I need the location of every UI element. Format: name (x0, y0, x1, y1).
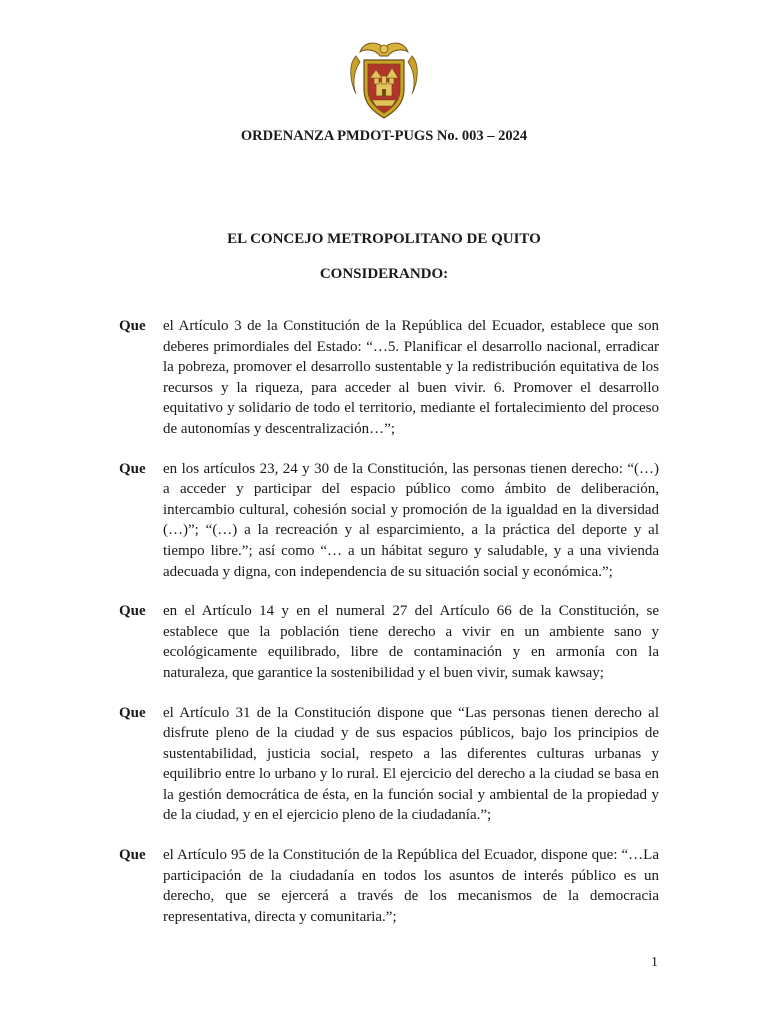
clause-label: Que (119, 603, 146, 620)
quito-coat-of-arms-icon (346, 38, 422, 124)
considering-clauses (119, 316, 659, 946)
clause-label: Que (119, 318, 146, 334)
council-heading: EL CONCEJO METROPOLITANO DE QUITO (227, 231, 541, 247)
clause-text: el Artículo 95 de la Constitución de la República del Ecuador, dispone que: “…La participación de la ciudadanía en todos los asuntos de interés público es un derecho, que se ejercerá a través de los mecanismos de la democracia representativa, directa y comunitaria.”; (163, 847, 659, 925)
clause-text: en el Artículo 14 y en el numeral 27 del Artículo 66 de la Constitución, se establece que la población tiene derecho a vivir en un ambiente sano y ecológicamente equilibrado, libre de contaminación y en armonía con la naturaleza, que garantice la sostenibilidad y el buen vivir, sumak kawsay; (163, 603, 659, 681)
clause-item (119, 845, 659, 927)
page-number: 1 (651, 955, 658, 970)
clause-item (119, 703, 659, 827)
clause-text: el Artículo 31 de la Constitución dispone que “Las personas tienen derecho al disfrute pleno de la ciudad y de sus espacios públicos, bajo los principios de sustentabilidad, justicia social, respeto a las diferentes culturas urbanas y equilibrio entre lo urbano y lo rural. El ejercicio del derecho a la ciudad se basa en la gestión democrática de ésta, en la función social y ambiental de la propiedad y de la ciudad, y en el ejercicio pleno de la ciudadanía.”; (163, 704, 659, 824)
clause-item (119, 316, 659, 440)
ordinance-title: ORDENANZA PMDOT-PUGS No. 003 – 2024 (240, 128, 528, 144)
clause-text: el Artículo 3 de la Constitución de la República del Ecuador, establece que son deberes primordiales del Estado: “…5. Planificar el desarrollo nacional, erradicar la pobreza, promover el desarrollo sustentable y la redistribución equitativa de los recursos y la riqueza, para acceder al buen vivir. 6. Promover el desarrollo equitativo y solidario de todo el territorio, mediante el fortalecimiento del proceso de autonomías y descentralización…”; (163, 318, 659, 437)
clause-item (119, 459, 659, 583)
clause-text: en los artículos 23, 24 y 30 de la Constitución, las personas tienen derecho: “(…) a acceder y participar del espacio público como ámbito de deliberación, intercambio cultural, cohesión social y promoción de la igualdad en la diversidad (…)”; “(…) a la recreación y al esparcimiento, a la práctica del deporte y al tiempo libre.”; así como “… a un hábitat seguro y saludable, y a una vivienda adecuada y digna, con independencia de su situación social y económica.”; (163, 460, 659, 580)
clause-item (119, 601, 659, 683)
clause-label: Que (119, 847, 146, 864)
clause-label: Que (119, 460, 146, 477)
clause-label: Que (119, 704, 146, 721)
considering-heading: CONSIDERANDO: (319, 266, 449, 282)
